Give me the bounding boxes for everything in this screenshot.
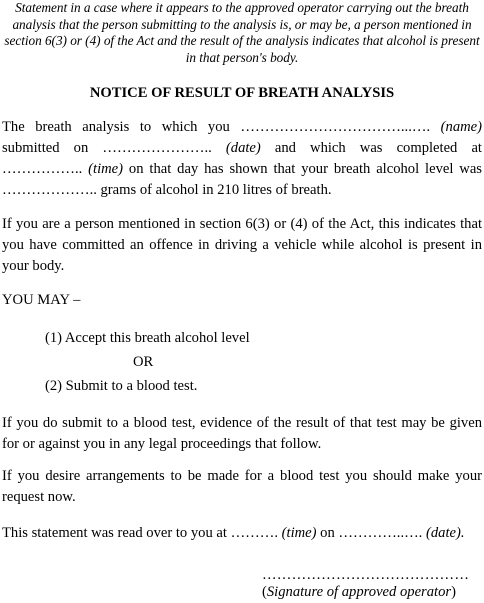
you-may-heading: YOU MAY – xyxy=(2,292,81,308)
read-over-paragraph xyxy=(2,523,482,544)
blood-test-evidence-paragraph: If you do submit to a blood test, evidence of the result of that test may be given for or against you in any legal proceedings that follow. xyxy=(2,415,482,452)
read-time-label: (time) xyxy=(281,525,317,541)
intro-statement: Statement in a case where it appears to the approved operator carrying out the breath analysis that the person submitting to the analysis is, or may be, a person mentioned in section 6(3) or (4) of the Act and the result of the analysis indicates that alcohol is present in that person's body. xyxy=(4,0,480,65)
option-accept-level: (1) Accept this breath alcohol level xyxy=(45,330,250,346)
signature-line: …………………………………… xyxy=(262,567,470,583)
name-label: (name) xyxy=(440,119,483,135)
breath-analysis-paragraph xyxy=(2,117,482,201)
para5-text-2: on …………..…. xyxy=(320,525,423,541)
date-label: (date) xyxy=(225,140,261,156)
para1-text-4: on that day has shown that your breath alcohol level was ……………….. grams of alcohol in 210 litres of breath. xyxy=(2,161,482,198)
time-label: (time) xyxy=(88,161,124,177)
blood-test-request-paragraph: If you desire arrangements to be made for a blood test you should make your request now. xyxy=(2,468,482,505)
read-date-label: (date). xyxy=(425,525,465,541)
sig-caption-open: ( xyxy=(262,584,267,600)
sig-caption-approved-operator: approved operator xyxy=(341,584,452,600)
option-blood-test: (2) Submit to a blood test. xyxy=(45,378,198,394)
para1-text-2: submitted on ………………….. xyxy=(2,140,212,156)
offence-paragraph: If you are a person mentioned in section 6(3) or (4) of the Act, this indicates that you have committed an offence in driving a vehicle while alcohol is present in your body. xyxy=(2,216,482,274)
para5-text-1: This statement was read over to you at ………. xyxy=(2,525,278,541)
option-or: OR xyxy=(133,354,154,370)
sig-caption-close: ) xyxy=(451,584,456,600)
para1-text-1: The breath analysis to which you ……………………………...…. xyxy=(2,119,431,135)
para1-text-3: and which was completed at …………….. xyxy=(2,140,482,177)
signature-caption xyxy=(262,583,456,601)
notice-title: NOTICE OF RESULT OF BREATH ANALYSIS xyxy=(89,85,395,101)
sig-caption-signature-of: Signature of xyxy=(266,584,339,600)
